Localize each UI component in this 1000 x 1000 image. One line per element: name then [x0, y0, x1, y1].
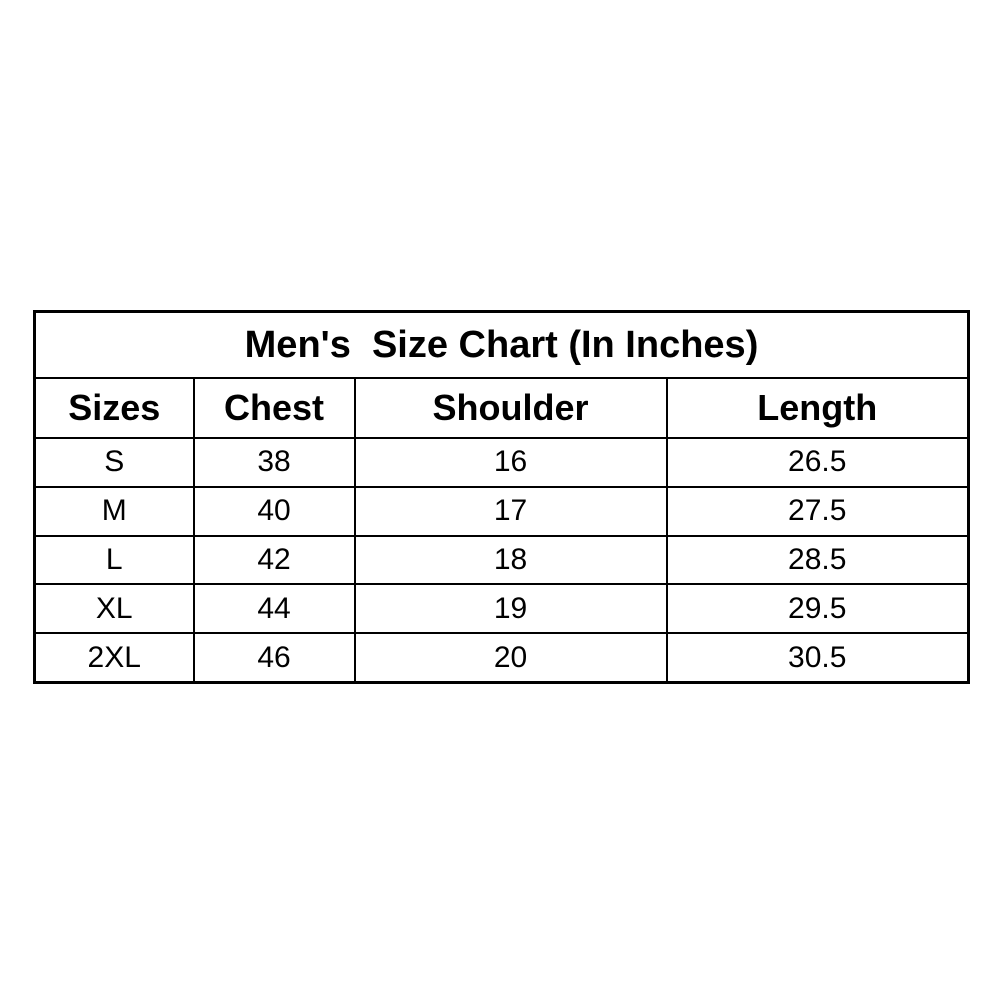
chest-cell: 44 — [194, 584, 355, 633]
chest-cell: 46 — [194, 633, 355, 682]
table-row-xl — [35, 584, 969, 633]
table-header-row — [35, 378, 969, 438]
size-cell: M — [35, 487, 194, 536]
column-header-shoulder: Shoulder — [355, 378, 667, 438]
shoulder-cell: 19 — [355, 584, 667, 633]
column-header-length: Length — [667, 378, 969, 438]
length-cell: 28.5 — [667, 536, 969, 585]
table-row-l — [35, 536, 969, 585]
shoulder-cell: 20 — [355, 633, 667, 682]
table-row-2xl — [35, 633, 969, 682]
shoulder-cell: 16 — [355, 438, 667, 487]
length-cell: 26.5 — [667, 438, 969, 487]
shoulder-cell: 17 — [355, 487, 667, 536]
table-row-m — [35, 487, 969, 536]
chart-title: Men's Size Chart (In Inches) — [35, 312, 969, 379]
size-cell: 2XL — [35, 633, 194, 682]
length-cell: 29.5 — [667, 584, 969, 633]
chest-cell: 40 — [194, 487, 355, 536]
column-header-chest: Chest — [194, 378, 355, 438]
table-title-row — [35, 312, 969, 379]
chest-cell: 42 — [194, 536, 355, 585]
size-cell: XL — [35, 584, 194, 633]
size-chart-table — [33, 310, 970, 684]
chest-cell: 38 — [194, 438, 355, 487]
column-header-sizes: Sizes — [35, 378, 194, 438]
table-row-s — [35, 438, 969, 487]
length-cell: 30.5 — [667, 633, 969, 682]
size-cell: L — [35, 536, 194, 585]
shoulder-cell: 18 — [355, 536, 667, 585]
size-cell: S — [35, 438, 194, 487]
length-cell: 27.5 — [667, 487, 969, 536]
